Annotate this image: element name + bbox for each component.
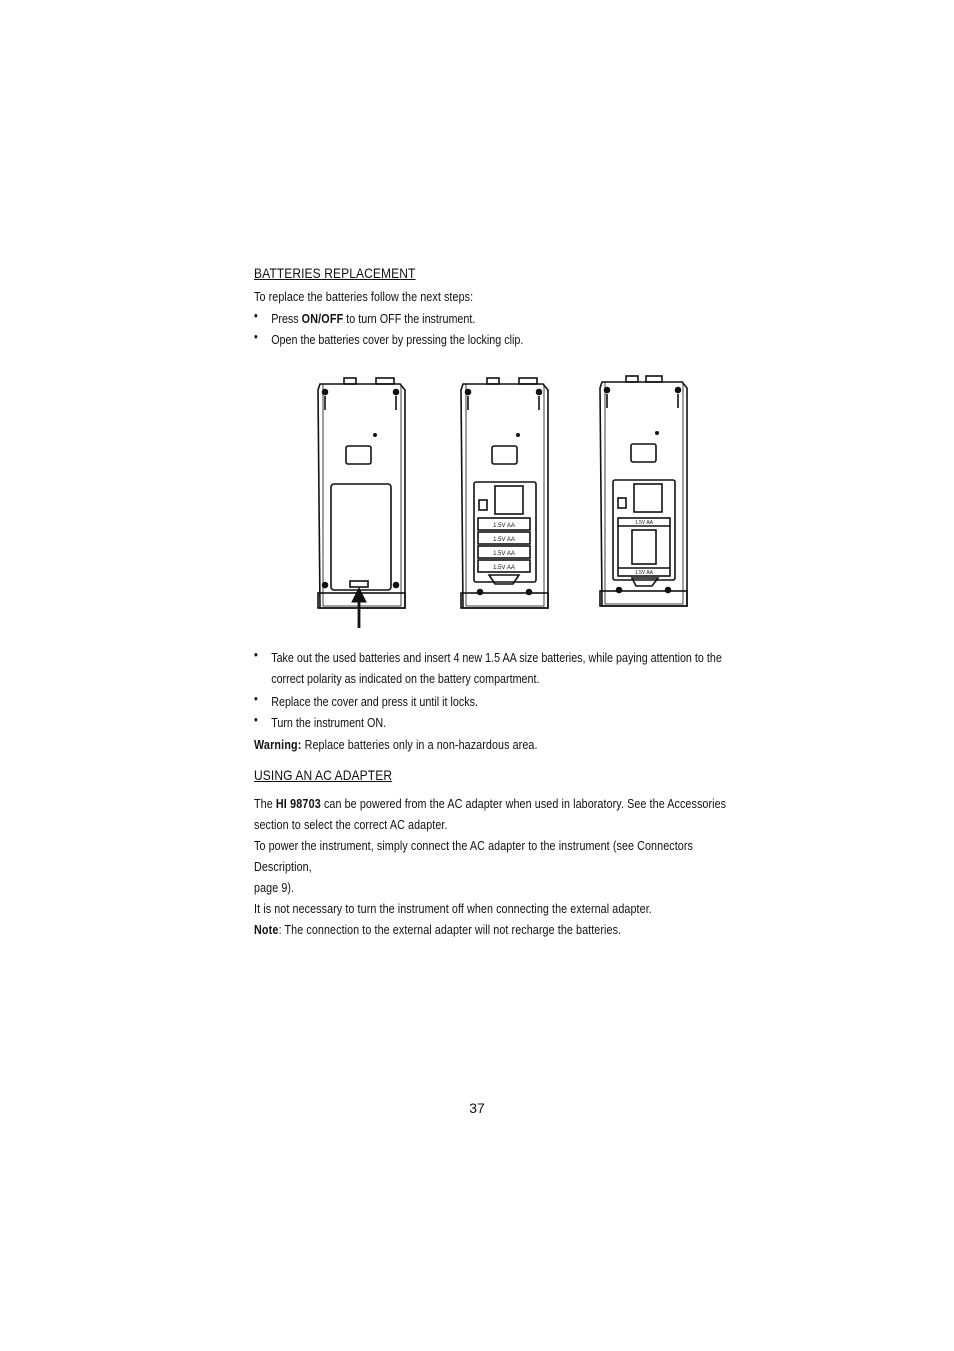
- battery-label: 1.5V AA: [634, 570, 654, 576]
- model-name: HI 98703: [275, 797, 321, 811]
- bullet1-post: to turn OFF the instrument.: [343, 312, 476, 326]
- bullet-dot: •: [254, 692, 258, 706]
- on-off-key-name: ON/OFF: [301, 312, 344, 326]
- note-text: : The connection to the external adapter will not recharge the batteries.: [278, 923, 622, 937]
- p3-text: It is not necessary to turn the instrument off when connecting the external adapter.: [254, 902, 652, 916]
- intro-text: To replace the batteries follow the next steps:: [254, 290, 474, 304]
- section-heading-using-ac-adapter: USING AN AC ADAPTER: [254, 767, 393, 783]
- note-label: Note: [254, 923, 279, 937]
- battery-label: 1.5V AA: [493, 523, 515, 529]
- warning-line: [254, 738, 677, 752]
- instrument-back-open: [461, 378, 548, 608]
- bullet2-text: Open the batteries cover by pressing the locking clip.: [271, 333, 524, 347]
- battery-label: 1.5V AA: [493, 565, 515, 571]
- warning-label: Warning:: [254, 738, 302, 752]
- bullet3-line1: Take out the used batteries and insert 4 new 1.5 AA size batteries, while paying attention to the: [271, 651, 722, 665]
- bullet-dot: •: [254, 648, 258, 662]
- p1-pre: The: [254, 797, 276, 811]
- warning-text: Replace batteries only in a non-hazardous area.: [301, 738, 538, 752]
- bullet1-pre: Press: [271, 312, 302, 326]
- instrument-back-closed: [318, 378, 405, 608]
- bullet5-text: Turn the instrument ON.: [271, 716, 387, 730]
- bullet3-line2: correct polarity as indicated on the battery compartment.: [271, 672, 540, 686]
- section-heading-batteries-replacement: BATTERIES REPLACEMENT: [254, 265, 416, 281]
- battery-replacement-figures: [310, 370, 700, 635]
- p2-line1: To power the instrument, simply connect the AC adapter to the instrument (see Connectors Description,: [254, 839, 693, 874]
- paragraph-ac-adapter: [254, 794, 744, 941]
- battery-label: 1.5V AA: [493, 551, 515, 557]
- page-number: 37: [469, 1100, 485, 1116]
- p2-line2: page 9).: [254, 881, 295, 895]
- bullet-dot: •: [254, 309, 258, 323]
- p1-line2: section to select the correct AC adapter.: [254, 818, 448, 832]
- battery-label: 1.5V AA: [634, 520, 654, 526]
- battery-label: 1.5V AA: [493, 537, 515, 543]
- p1-line1-post: can be powered from the AC adapter when used in laboratory. See the Accessories: [320, 797, 727, 811]
- bullet-dot: •: [254, 713, 258, 727]
- bullet-dot: •: [254, 330, 258, 344]
- bullet4-text: Replace the cover and press it until it locks.: [271, 695, 478, 709]
